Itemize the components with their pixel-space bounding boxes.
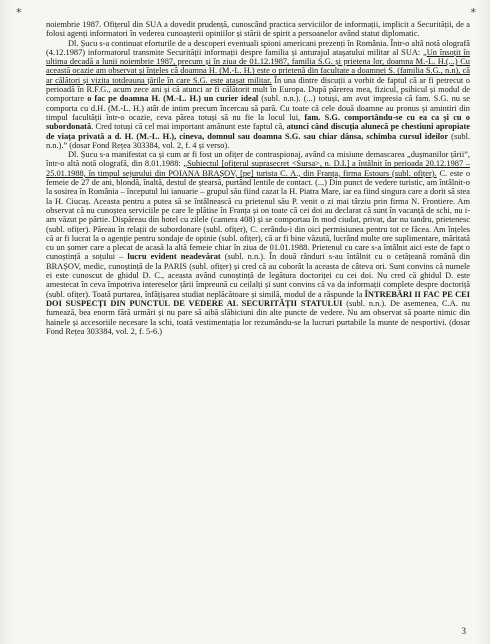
text-run: Un însoțit în ultima decadă a lunii noiembrie 1987, precum și în ziua de 01.12.1987, familia S.G. și prietena lor, doamna M.-L. H.(...) Cu această ocazie am observat și înțeles că doamna H. (M.-L. H.) este o prietenă din facultate a doamnei S. (familia S.G., n.n), că ar călători și vizita totdeauna țările în care S.G. este atașat militar.: [46, 47, 470, 85]
page-number: 3: [461, 626, 466, 636]
paragraph: [46, 39, 470, 151]
text-run: (subl. n.n.). (...) totuși, am avut impresia că fam. S.G. nu se comporta cu d.H. (M.-L. H.) atât de intim precum încercau să pară. Cu toate că cele două doamne au pronus și amintiri din timpul facultății într-o ocazie, ceva părea totuși să nu fie la locul lui,: [46, 94, 470, 122]
text-run: Subiectul [ofițerul suprasecret <Sursa>, n. D.I.] a întâlnit în perioada 20.12.1987 – 25.01.1988, în timpul sejurului din POIANA BRAȘOV, [pe] turista C. A., din Franța, firma Estours (subl. ofițer).: [46, 159, 470, 178]
text-run: lucru evident neadevărat: [127, 252, 221, 262]
paragraph: [46, 20, 470, 39]
paragraph: [46, 150, 470, 336]
corner-mark-left: *: [16, 6, 22, 19]
text-run: (dosar Fond Rețea 303384, vol. 2, f. 5-6.): [46, 317, 470, 336]
text-run: ÎNTREBĂRI II FAC PE CEI DOI SUSPECȚI DIN PUNCTUL DE VEDERE AL SECURITĂȚII STATULUI: [46, 289, 470, 308]
text-run: (subl. n.n.).” (dosar Fond Rețea 303384, vol. 2, f. 4 și verso).: [46, 131, 471, 150]
corner-mark-right: *: [470, 6, 476, 19]
text-run: În una dintre discuții a vorbit de faptul că ar fi petrecut o perioadă în R.F.G., acum zece ani și că atunci ar fi călătorit mult în Europa. După părerea mea, fizicul, psihicul și modul de comportare: [46, 75, 470, 104]
text-run: Dl. Șucu s-a continuat eforturile de a descoperi eventuali spioni americani prezenți în România. Într-o altă notă olografă (4.12.1987) informatorul transmite Securității informații despre familia și anturajul atașatului militar al SUA: „: [46, 38, 470, 57]
text-run: (subl. n.n.). În două rânduri s-au întâlnit cu o cetățeană română din BRAȘOV, medic, cunoștință de la PARIS (subl. ofițer) și cred că au coborât la aceasta de câteva ori. Sunt convins că numele ei este cunoscut de ghidul D. C., aceasta având cunoștință de legătura doctoriței cu cei doi. Nu cred că ghidul D. este amestecat în ceva împotriva intereselor țării împreună cu ceilalți și sunt convins că va da informații complete despre doctoriță (subl. ofițer). Toată purtarea, înfățișarea studiat neplăcătoare și similă, modul de a răspunde la: [46, 252, 470, 299]
text-run: (subl. n.n.). De asemenea, C.A. nu fumează, bea enorm fără urmări și nu pare să aibă slăbiciuni din alte puncte de vedere. Nu am observat să poarte nimic din hainele și accesoriile necesare la schi, toată vestimentația lor rezumându-se la lucruri purtabile la munte de nesportivi.: [46, 298, 470, 327]
text-run: Dl. Șucu s-a manifestat ca și cum ar fi fost un ofițer de contraspionaj, având ca misiune demascarea „dușmanilor țării”, într-o altă notă olografă, din 8.01.1988: „: [46, 150, 470, 169]
document-body: [46, 20, 470, 336]
text-run: noiembrie 1987. Ofițerul din SUA a dovedit prudență, cunoscând practica serviciilor de informații, implicit a Securității, de a folosi agenți informatori în vederea cunoașterii opiniilor și stării de spirit a persoanelor având statut diplomatic.: [46, 20, 470, 39]
text-run: o fac pe doamna H. (M.-L. H.) un curier ideal: [87, 94, 259, 104]
text-run: C. este o femeie de 27 de ani, blondă, înaltă, destul de ștearsă, purtând lentile de contact. (...) Din punct de vedere turistic, am întâlnit-o la sosirea în România – începutul lui ianuarie – grupul său fiind cazat la H. Piatra Mare, iar ea fiind singura care a dorit să stea la H. Ciucaș. Aceasta pentru a putea să se întâlnească cu prietenul său P. venit o zi mai târziu prin firma N. Frontiere. Am observat că nu cunoștea serviciile pe care le plătise în Franța și on toate că cei doi au declarat că sunt în vacanță de schi, nu i-am văzut pe pârtie. Dispăreau din hotel cu zilele (camera 408) și se comportau în mod ciudat, privat, dar nu tandru, prietenesc (subl. ofițer). Păreau în relații de subordonare (subl. ofițer), C. cerându-i din oici permisiunea pentru tot ce făcea. Am înțeles că ar fi lucrat la o agenție pentru sondaje de opinie (subl. ofițer), că ar fi bine văzută, lucrând multe ore suplimentare, măritată cu un șomer care a plecat de acasă la altă femeie chiar în ziua de 01.01.1988. Prietenul cu care s-a întâlnit aici este de fapt o cunoștință a soțului –: [46, 168, 471, 262]
text-run: . Cred totuși că cel mai important amănunt este faptul că,: [91, 122, 287, 132]
text-run: atunci când discuția alunecă pe chestiuni apropiate de viața privată a d. H. (M.-L. H.), cineva, domnul sau doamna S.G. sau chiar dânsa, schimba cursul ideilor: [46, 122, 470, 141]
text-run: fam. S.G. comportându-se cu ea ca și cu o subordonată: [46, 112, 470, 132]
